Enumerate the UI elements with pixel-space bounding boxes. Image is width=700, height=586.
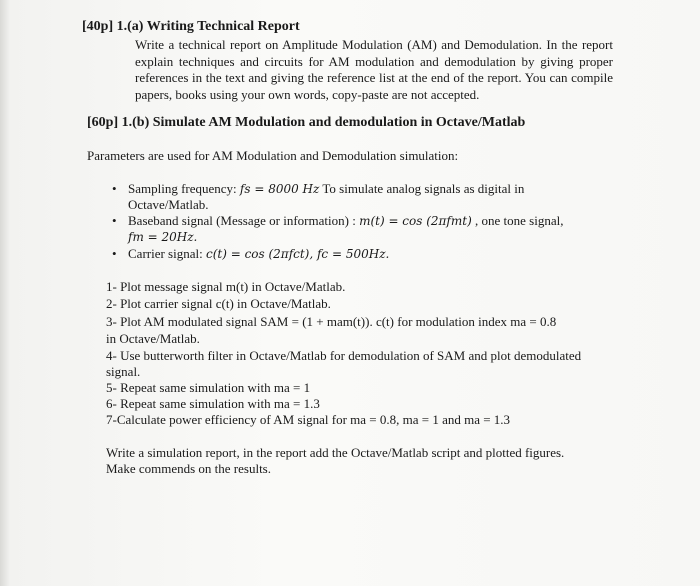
bullet-carrier-lead: Carrier signal: xyxy=(128,246,206,261)
closing-line1: Write a simulation report, in the report add the Octave/Matlab script and plotted figures. xyxy=(106,445,565,460)
part-a-heading xyxy=(82,19,300,35)
bullet-baseband-math: m(t) = cos (2πfmt) xyxy=(359,214,472,228)
part-a-title: 1.(a) Writing Technical Report xyxy=(116,19,300,34)
bullet-sampling-tail: To simulate analog signals as digital in xyxy=(319,181,525,196)
step-1: 1- Plot message signal m(t) in Octave/Matlab. xyxy=(106,279,346,294)
part-a-marker: [40p] xyxy=(82,19,114,34)
bullet-baseband-line2: fm = 20Hz. xyxy=(128,230,198,244)
bullet-dot: • xyxy=(112,246,117,261)
step-4-line2: signal. xyxy=(106,364,141,379)
step-2: 2- Plot carrier signal c(t) in Octave/Matlab. xyxy=(106,296,331,311)
bullet-sampling xyxy=(112,181,632,213)
bullet-dot: • xyxy=(112,181,117,196)
bullet-sampling-line2: Octave/Matlab. xyxy=(128,197,209,212)
bullet-sampling-lead: Sampling frequency: xyxy=(128,181,240,196)
bullet-baseband xyxy=(112,213,632,245)
step-4-line1: 4- Use butterworth filter in Octave/Matlab for demodulation of SAM and plot demodulated xyxy=(106,348,582,363)
step-3-line1: 3- Plot AM modulated signal SAM = (1 + mam(t)). c(t) for modulation index ma = 0.8 xyxy=(106,314,557,329)
closing-line2: Make commends on the results. xyxy=(106,461,271,476)
part-a-body: Write a technical report on Amplitude Modulation (AM) and Demodulation. In the report explain techniques and circuits for AM modulation and demodulation by giving proper references in the text and giving the reference list at the end of the report. You can compile papers, books using your own words, copy-paste are not accepted. xyxy=(135,37,613,102)
bullet-baseband-lead: Baseband signal (Message or information) : xyxy=(128,213,360,228)
params-intro: Parameters are used for AM Modulation and Demodulation simulation: xyxy=(87,148,459,163)
part-b-marker: [60p] xyxy=(87,115,119,130)
step-5: 5- Repeat same simulation with ma = 1 xyxy=(106,380,311,395)
step-6: 6- Repeat same simulation with ma = 1.3 xyxy=(106,396,320,411)
part-b-heading xyxy=(87,115,525,131)
page-shadow xyxy=(0,0,10,586)
bullet-dot: • xyxy=(112,213,117,228)
bullet-carrier xyxy=(112,246,632,262)
part-b-title: 1.(b) Simulate AM Modulation and demodulation in Octave/Matlab xyxy=(121,115,526,130)
bullet-sampling-math: fs = 8000 Hz xyxy=(239,182,320,196)
bullet-carrier-math: c(t) = cos (2πfct), fc = 500Hz. xyxy=(205,247,390,261)
step-3-line2: in Octave/Matlab. xyxy=(106,331,200,346)
step-7: 7-Calculate power efficiency of AM signal for ma = 0.8, ma = 1 and ma = 1.3 xyxy=(106,412,511,427)
bullet-baseband-tail: , one tone signal, xyxy=(471,213,564,228)
